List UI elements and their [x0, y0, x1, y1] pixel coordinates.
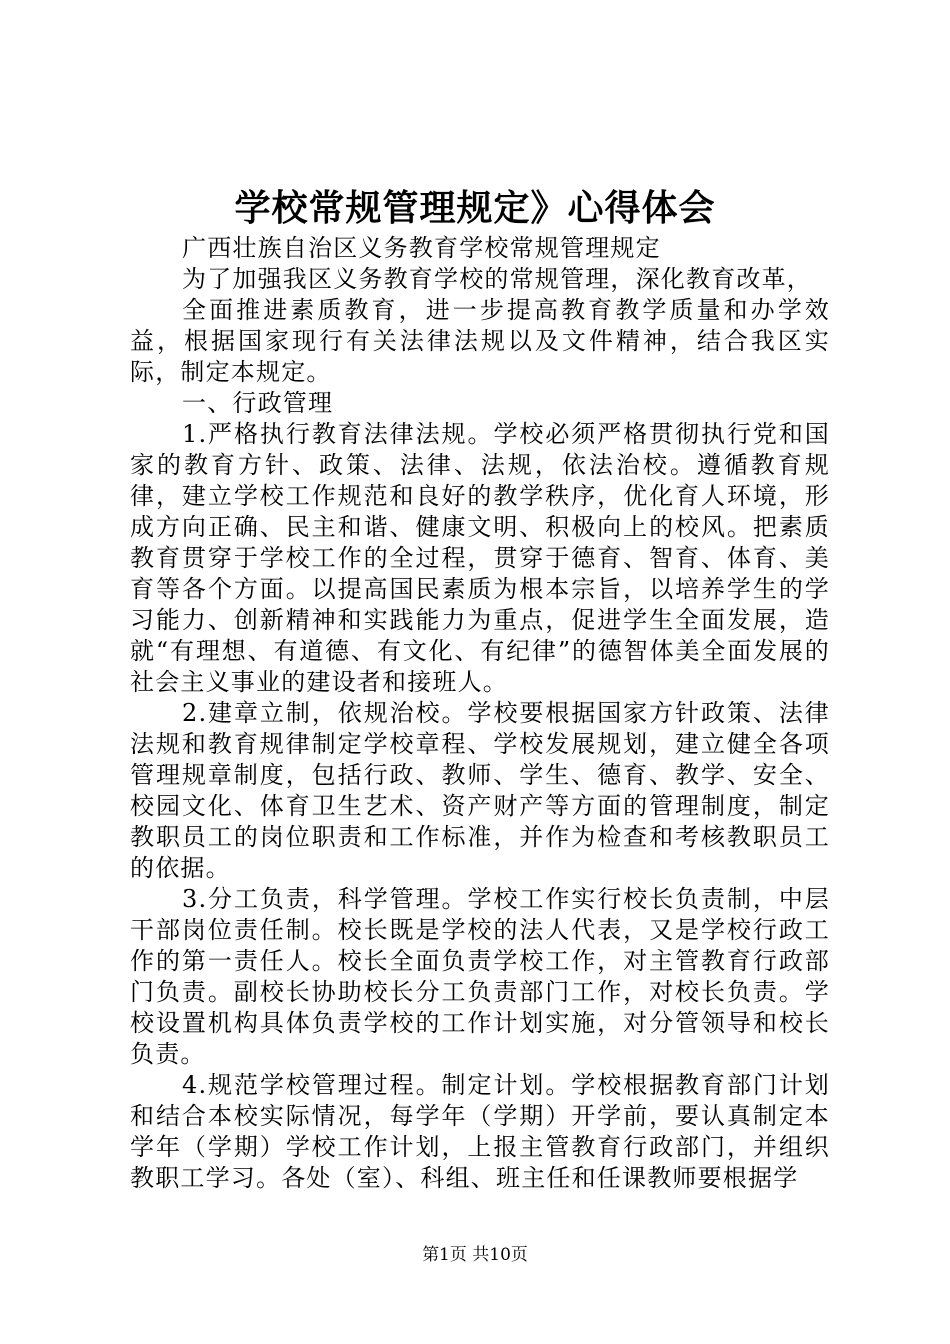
- paragraph-heading-regulation: 广西壮族自治区义务教育学校常规管理规定: [182, 234, 661, 262]
- document-body: [130, 233, 830, 1194]
- section-heading-administration: 一、行政管理: [182, 389, 334, 417]
- paragraph-item-1: 1.严格执行教育法律法规。学校必须严格贯彻执行党和国家的教育方针、政策、法律、法规，依法治校。遵循教育规律，建立学校工作规范和良好的教学秩序，优化育人环境，形成方向正确、民主和谐、健康文明、积极向上的校风。把素质教育贯穿于学校工作的全过程，贯穿于德育、智育、体育、美育等各个方面。以提高国民素质为根本宗旨，以培养学生的学习能力、创新精神和实践能力为重点，促进学生全面发展，造就“有理想、有道德、有文化、有纪律”的德智体美全面发展的社会主义事业的建设者和接班人。: [130, 420, 830, 696]
- paragraph-intro-2: 全面推进素质教育，进一步提高教育教学质量和办学效益，根据国家现行有关法律法规以及文件精神，结合我区实际，制定本规定。: [130, 296, 830, 386]
- paragraph-item-4: 4.规范学校管理过程。制定计划。学校根据教育部门计划和结合本校实际情况，每学年（学期）开学前，要认真制定本学年（学期）学校工作计划，上报主管教育行政部门，并组织教职工学习。各处（室）、科组、班主任和任课教师要根据学: [130, 1071, 830, 1192]
- page-number-footer: 第1页 共10页: [422, 1245, 528, 1265]
- paragraph-intro-1: 为了加强我区义务教育学校的常规管理，深化教育改革，: [182, 265, 812, 293]
- document-title: 学校常规管理规定》心得体会: [234, 187, 716, 229]
- paragraph-item-3: 3.分工负责，科学管理。学校工作实行校长负责制，中层干部岗位责任制。校长既是学校的法人代表，又是学校行政工作的第一责任人。校长全面负责学校工作，对主管教育行政部门负责。副校长协助校长分工负责部门工作，对校长负责。学校设置机构具体负责学校的工作计划实施，对分管领导和校长负责。: [130, 885, 830, 1068]
- paragraph-item-2: 2.建章立制，依规治校。学校要根据国家方针政策、法律法规和教育规律制定学校章程、学校发展规划，建立健全各项管理规章制度，包括行政、教师、学生、德育、教学、安全、校园文化、体育卫生艺术、资产财产等方面的管理制度，制定教职员工的岗位职责和工作标准，并作为检查和考核教职员工的依据。: [130, 699, 830, 882]
